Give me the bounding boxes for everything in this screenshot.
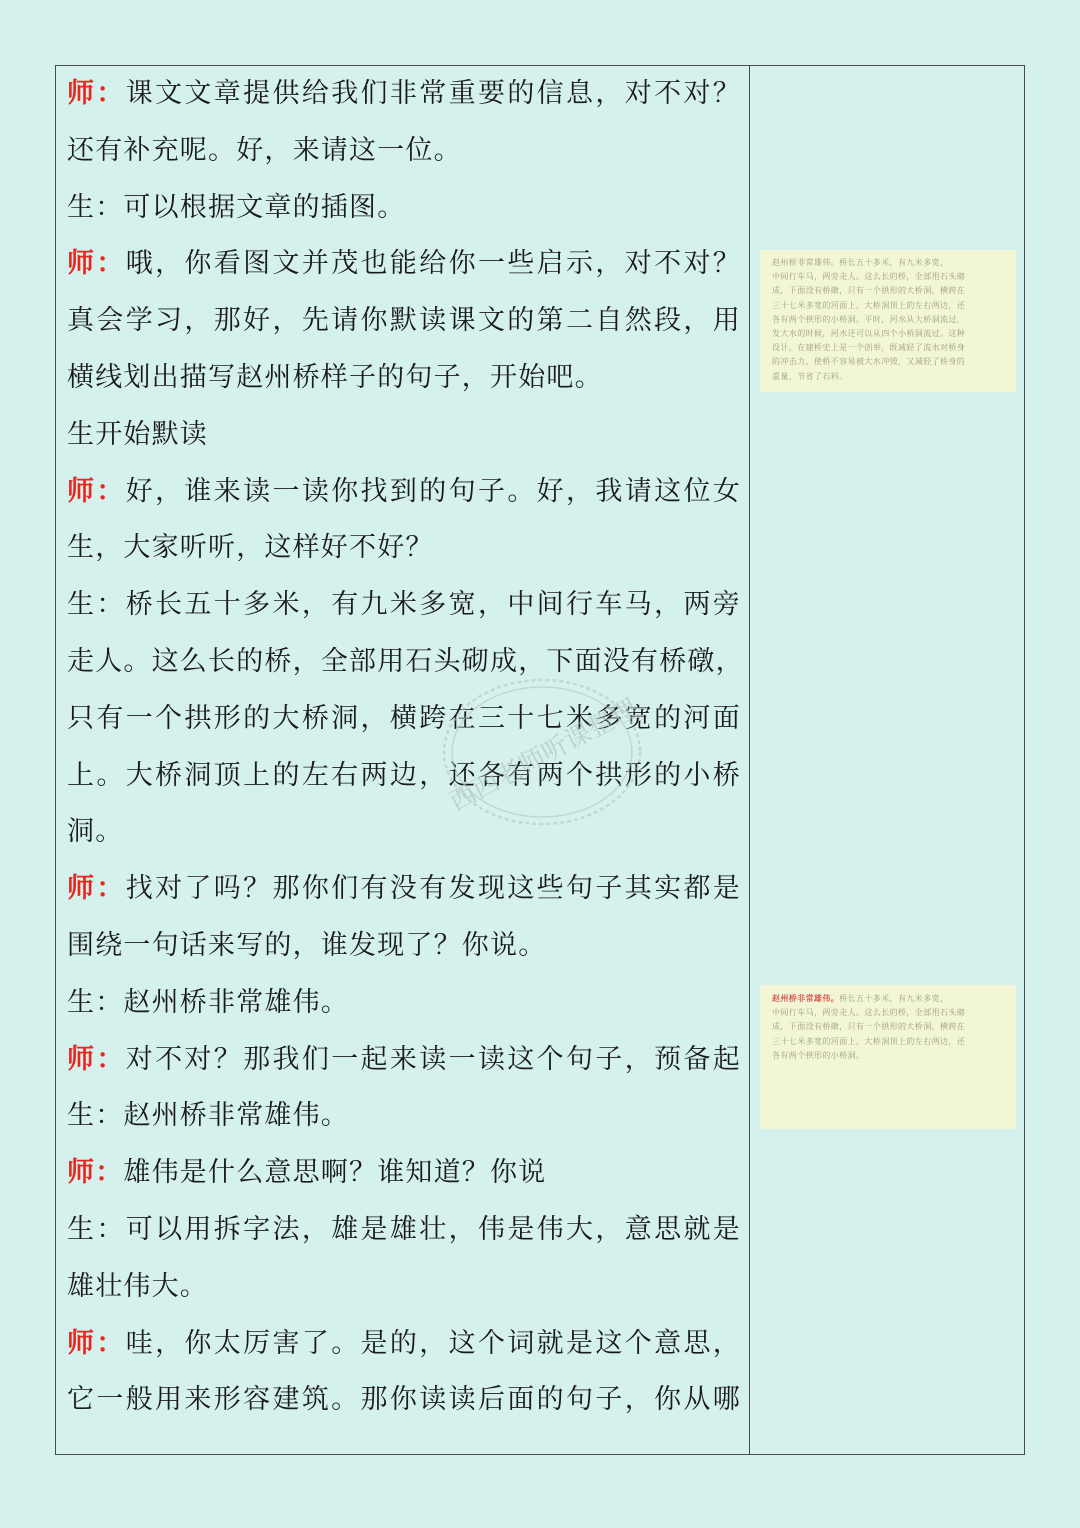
teacher-speaker-label: 师： — [67, 248, 126, 280]
student-speaker-label: 生： — [67, 1213, 126, 1245]
watermark-stamp — [432, 672, 652, 832]
dialogue-line — [67, 1316, 741, 1373]
teacher-speaker-label: 师： — [67, 475, 126, 507]
student-speaker-label: 生： — [67, 1100, 124, 1132]
dialogue-line — [67, 407, 741, 464]
dialogue-text: 真会学习，那好，先请你默读课文的第二自然段，用 — [67, 305, 741, 337]
dialogue-text: 上。大桥洞顶上的左右两边，还各有两个拱形的小桥 — [67, 759, 741, 791]
note2-highlight: 赵州桥非常雄伟。 — [772, 993, 840, 1003]
dialogue-line — [67, 464, 741, 521]
dialogue-line — [67, 236, 741, 293]
note2-first-line: 桥长五十多米，有九米多宽， — [839, 994, 949, 1003]
dialogue-text: 哇，你太厉害了。是的，这个词就是这个意思， — [125, 1327, 742, 1359]
dialogue-text: 雄伟是什么意思啊？谁知道？你说 — [123, 1157, 547, 1189]
dialogue-text: 围绕一句话来写的，谁发现了？你说。 — [67, 929, 547, 961]
teacher-speaker-label: 师： — [67, 1157, 124, 1189]
dialogue-text: 桥长五十多米，有九米多宽，中间行车马，两旁 — [125, 589, 742, 621]
dialogue-text: 哦，你看图文并茂也能给你一些启示，对不对？ — [125, 248, 742, 280]
note1-line: 发大水的时候，河水还可以从四个小桥洞流过。这种 — [772, 329, 966, 339]
dialogue-text: 只有一个拱形的大桥洞，横跨在三十七米多宽的河面 — [67, 702, 741, 734]
dialogue-text: 可以用拆字法，雄是雄壮，伟是伟大，意思就是 — [125, 1213, 742, 1245]
note2-line: 成，下面没有桥礅，只有一个拱形的大桥洞，横跨在 — [772, 1022, 966, 1032]
dialogue-text: 可以根据文章的插图。 — [123, 191, 406, 223]
dialogue-line — [67, 1202, 741, 1259]
dialogue-line — [67, 975, 741, 1032]
dialogue-text: 好，谁来读一读你找到的句子。好，我请这位女 — [125, 475, 742, 507]
teacher-speaker-label: 师： — [67, 78, 126, 109]
teacher-speaker-label: 师： — [67, 1327, 126, 1359]
teacher-speaker-label: 师： — [67, 873, 126, 905]
note1-line: 设计，在建桥史上是一个创举，既减轻了流水对桥身 — [772, 343, 966, 353]
dialogue-text: 横线划出描写赵州桥样子的句子，开始吧。 — [67, 361, 603, 393]
dialogue-text: 走人。这么长的桥，全部用石头砌成，下面没有桥礅， — [67, 645, 744, 677]
dialogue-line — [67, 123, 741, 180]
dialogue-line — [67, 350, 741, 407]
dialogue-line — [67, 577, 741, 634]
dialogue-line — [67, 918, 741, 975]
student-speaker-label: 生： — [67, 191, 124, 223]
dialogue-line — [67, 861, 741, 918]
student-speaker-label: 生： — [67, 986, 124, 1018]
note1-line: 赵州桥非常雄伟。桥长五十多米，有九米多宽， — [772, 258, 949, 267]
note2-line: 各有两个拱形的小桥洞。 — [772, 1050, 865, 1060]
dialogue-line — [67, 1259, 741, 1316]
note1-line: 三十七米多宽的河面上。大桥洞顶上的左右两边，还 — [772, 300, 966, 310]
column-divider — [749, 66, 750, 1454]
note2-line: 中间行车马，两旁走人。这么长的桥，全部用石头砌 — [772, 1008, 966, 1018]
note1-line: 的冲击力，使桥不容易被大水冲毁，又减轻了桥身的 — [772, 357, 966, 367]
dialogue-text: 课文文章提供给我们非常重要的信息，对不对？ — [125, 78, 742, 109]
dialogue-text: 赵州桥非常雄伟。 — [123, 986, 350, 1018]
teacher-speaker-label: 师： — [67, 1043, 126, 1075]
dialogue-line — [67, 1145, 741, 1202]
dialogue-text: 雄壮伟大。 — [67, 1270, 208, 1302]
note1-line: 成，下面没有桥礅，只有一个拱形的大桥洞，横跨在 — [772, 286, 966, 296]
dialogue-line — [67, 1372, 741, 1429]
dialogue-text: 生开始默读 — [67, 418, 208, 450]
textbook-excerpt-note-1 — [760, 250, 1016, 392]
dialogue-line — [67, 293, 741, 350]
note1-line: 各有两个拱形的小桥洞。平时，河水从大桥洞流过， — [772, 314, 966, 324]
dialogue-line — [67, 66, 741, 123]
note2-line: 三十七米多宽的河面上。大桥洞顶上的左右两边，还 — [772, 1036, 966, 1046]
dialogue-line — [67, 520, 741, 577]
dialogue-text: 洞。 — [67, 816, 124, 848]
dialogue-line — [67, 1032, 741, 1089]
dialogue-text: 找对了吗？那你们有没有发现这些句子其实都是 — [125, 873, 742, 905]
student-speaker-label: 生： — [67, 589, 126, 621]
dialogue-line — [67, 1088, 741, 1145]
note1-line: 重量，节省了石料。 — [772, 371, 848, 381]
watermark-text: 西西老师听课整理 — [445, 693, 643, 818]
dialogue-text: 还有补充呢。好，来请这一位。 — [67, 134, 462, 166]
textbook-excerpt-note-2 — [760, 985, 1016, 1129]
note1-line: 中间行车马，两旁走人。这么长的桥，全部用石头砌 — [772, 272, 966, 282]
dialogue-text: 它一般用来形容建筑。那你读读后面的句子，你从哪 — [67, 1384, 741, 1416]
dialogue-text: 生，大家听听，这样好不好？ — [67, 532, 434, 564]
dialogue-line — [67, 180, 741, 237]
dialogue-text: 对不对？那我们一起来读一读这个句子，预备起 — [125, 1043, 742, 1075]
dialogue-text: 赵州桥非常雄伟。 — [123, 1100, 350, 1132]
